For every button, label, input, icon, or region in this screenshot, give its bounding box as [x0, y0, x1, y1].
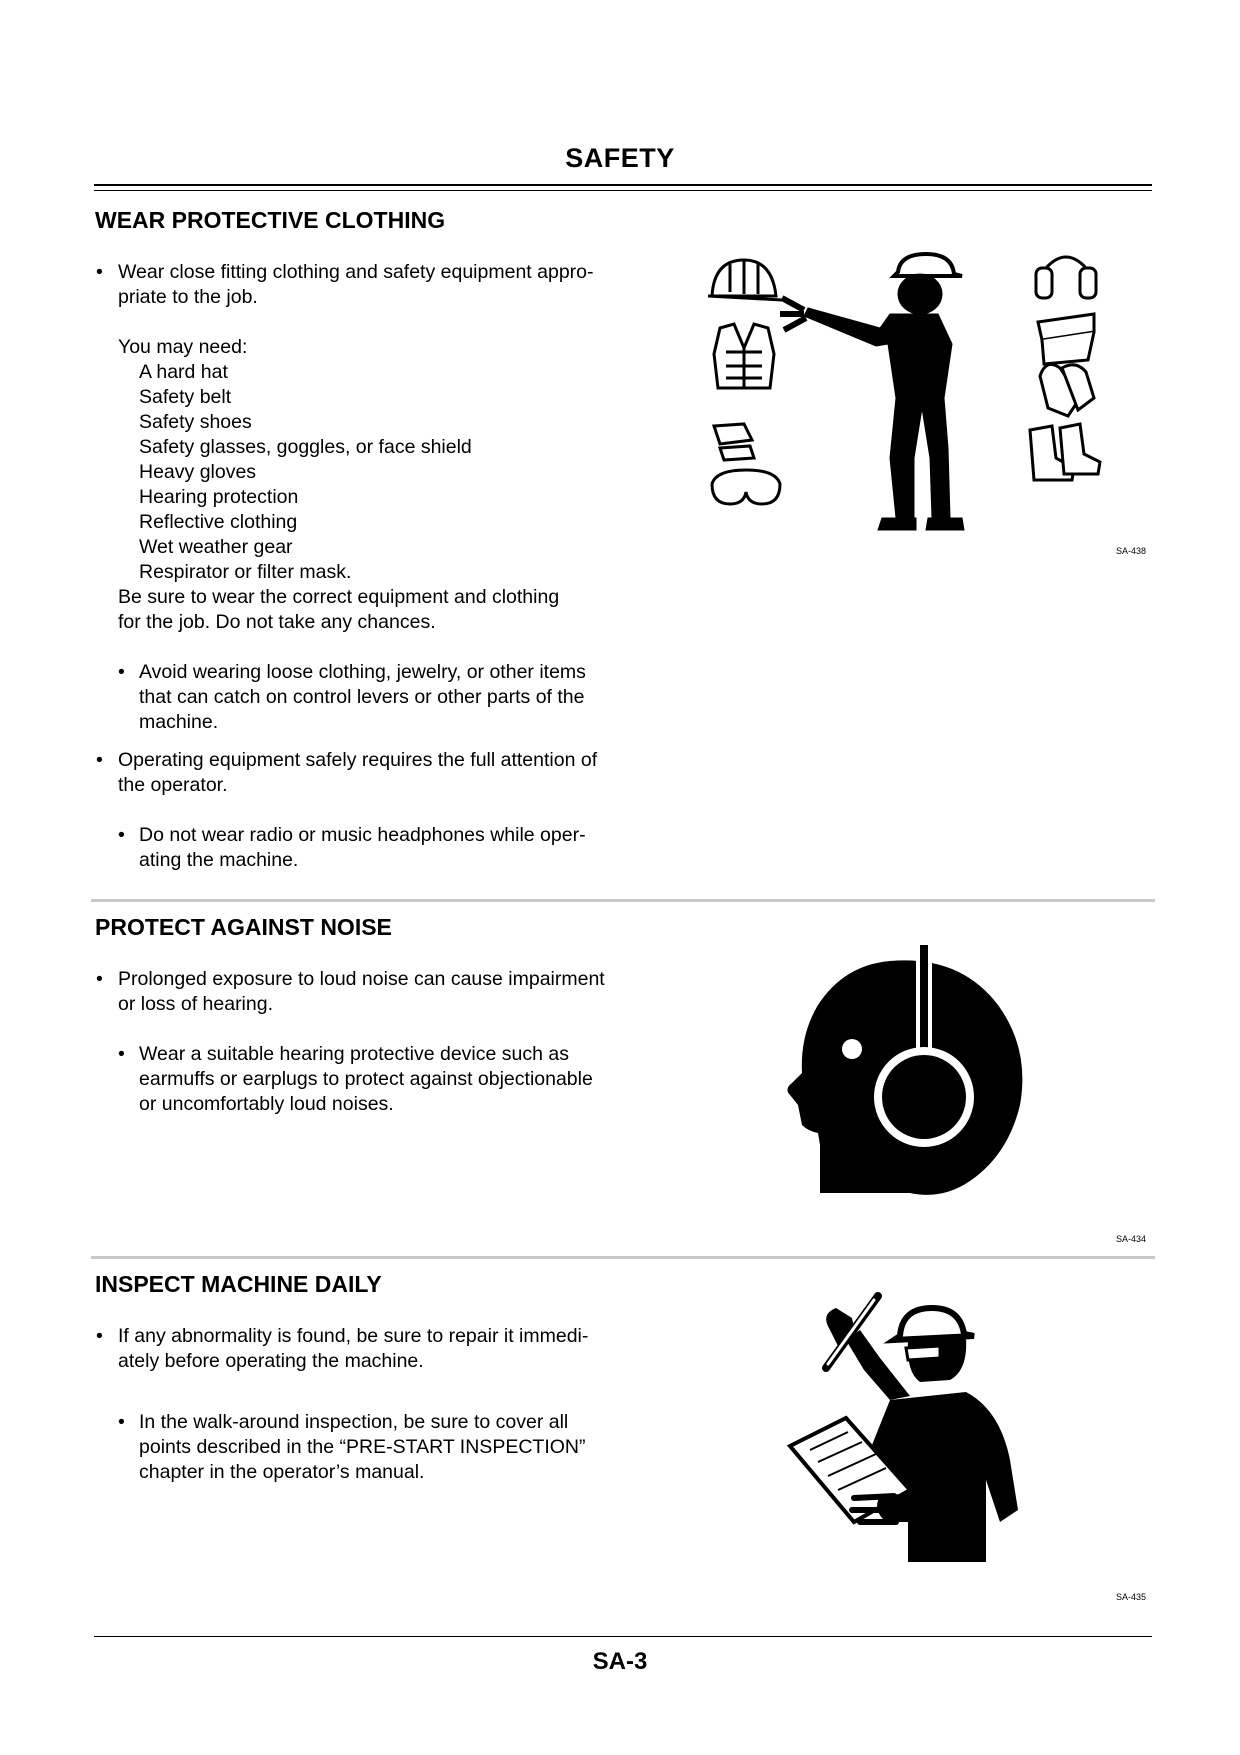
- equipment-item: Wet weather gear: [139, 536, 293, 558]
- bullet-dot: •: [96, 749, 103, 771]
- footer-rule: [94, 1636, 1152, 1637]
- inspector-figure: [790, 1296, 1018, 1562]
- paragraph-line: chapter in the operator’s manual.: [139, 1461, 425, 1483]
- paragraph-line: Be sure to wear the correct equipment and clothing: [118, 586, 560, 608]
- figure-label: SA-435: [1116, 1592, 1147, 1602]
- paragraph-line: If any abnormality is found, be sure to repair it immedi-: [118, 1325, 589, 1347]
- page-title: SAFETY: [565, 143, 675, 173]
- bullet-dot: •: [96, 261, 103, 283]
- paragraph-line: ately before operating the machine.: [118, 1350, 424, 1372]
- paragraph-line: points described in the “PRE-START INSPECTION”: [139, 1436, 586, 1458]
- paragraph-line: Wear close fitting clothing and safety equipment appro-: [118, 261, 594, 283]
- paragraph-line: Operating equipment safely requires the full attention of: [118, 749, 598, 771]
- section-title-wear-protective-clothing: WEAR PROTECTIVE CLOTHING: [95, 207, 446, 233]
- gloves-icon: [1040, 364, 1094, 416]
- figure-label: SA-438: [1116, 546, 1147, 556]
- sub-bullet-dot: •: [118, 661, 125, 683]
- paragraph-line: Do not wear radio or music headphones while oper-: [139, 824, 586, 846]
- head-with-earmuff-icon: [787, 945, 1022, 1195]
- face-shield-icon: [1038, 314, 1094, 364]
- bullet-dot: •: [96, 1325, 103, 1347]
- paragraph-line: or loss of hearing.: [118, 993, 274, 1015]
- safety-boots-icon: [1030, 424, 1100, 480]
- paragraph-line: In the walk-around inspection, be sure to cover all: [139, 1411, 569, 1433]
- paragraph-line: earmuffs or earplugs to protect against objectionable: [139, 1068, 593, 1090]
- earmuffs-icon: [1036, 257, 1096, 298]
- equipment-item: Hearing protection: [139, 486, 299, 508]
- hard-hat-icon: [708, 260, 782, 300]
- sub-bullet-dot: •: [118, 1043, 125, 1065]
- equipment-item: Safety shoes: [139, 411, 252, 433]
- equipment-item: Reflective clothing: [139, 511, 298, 533]
- section-divider: [91, 899, 1155, 902]
- header-rule: [94, 184, 1152, 186]
- section-title-inspect-machine-daily: INSPECT MACHINE DAILY: [95, 1271, 382, 1297]
- paragraph-line: that can catch on control levers or other parts of the: [139, 686, 585, 708]
- paragraph-line: Prolonged exposure to loud noise can cause impairment: [118, 968, 605, 990]
- paragraph-line: Avoid wearing loose clothing, jewelry, or other items: [139, 661, 586, 683]
- section-title-protect-against-noise: PROTECT AGAINST NOISE: [95, 914, 392, 940]
- equipment-item: Safety belt: [139, 386, 232, 408]
- paragraph-line: Wear a suitable hearing protective device such as: [139, 1043, 569, 1065]
- goggles-icon: [712, 470, 780, 504]
- earplugs-icon: [714, 424, 754, 460]
- worker-figure: [780, 254, 964, 530]
- equipment-item: Safety glasses, goggles, or face shield: [139, 436, 472, 458]
- inspection-illustration: [790, 1300, 1030, 1570]
- equipment-item: Respirator or filter mask.: [139, 561, 352, 583]
- header-rule-thin: [94, 190, 1152, 191]
- hearing-protection-illustration: [780, 945, 1040, 1205]
- paragraph-line: machine.: [139, 711, 219, 733]
- bullet-dot: •: [96, 968, 103, 990]
- page-number: SA-3: [592, 1648, 648, 1675]
- protective-clothing-illustration: [700, 248, 1120, 538]
- safety-vest-icon: [714, 324, 774, 388]
- paragraph-line: the operator.: [118, 774, 228, 796]
- section-divider: [91, 1256, 1155, 1259]
- paragraph-line: priate to the job.: [118, 286, 258, 308]
- sub-bullet-dot: •: [118, 824, 125, 846]
- paragraph-line: ating the machine.: [139, 849, 299, 871]
- you-may-need-label: You may need:: [118, 336, 248, 358]
- paragraph-line: for the job. Do not take any chances.: [118, 611, 436, 633]
- equipment-item: A hard hat: [139, 361, 228, 383]
- sub-bullet-dot: •: [118, 1411, 125, 1433]
- figure-label: SA-434: [1116, 1234, 1147, 1244]
- paragraph-line: or uncomfortably loud noises.: [139, 1093, 394, 1115]
- equipment-item: Heavy gloves: [139, 461, 257, 483]
